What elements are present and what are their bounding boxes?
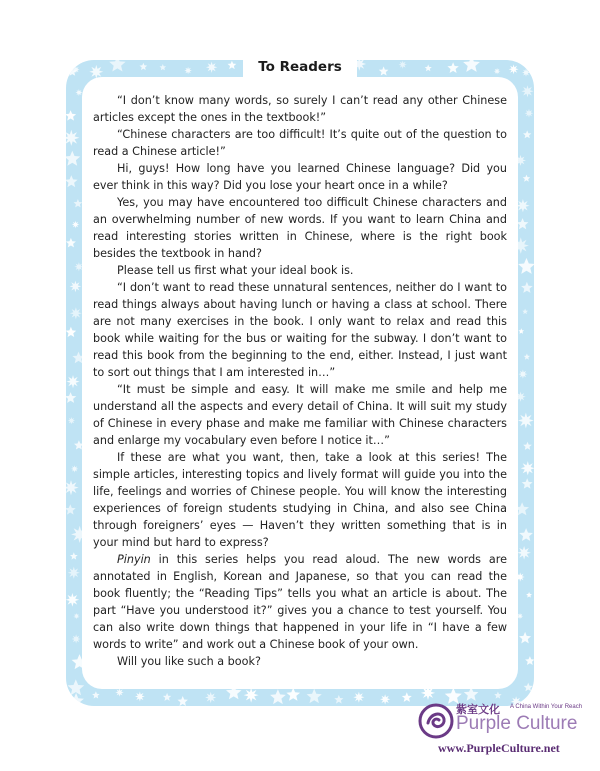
- decorative-star-icon: [517, 218, 529, 229]
- decorative-star-icon: [425, 65, 432, 72]
- decorative-star-icon: [109, 60, 125, 72]
- decorative-star-icon: [353, 692, 364, 703]
- watermark-chinese: 紫室文化: [456, 703, 500, 716]
- decorative-star-icon: [380, 694, 390, 704]
- decorative-star-icon: [72, 221, 80, 229]
- decorative-star-icon: [307, 689, 322, 704]
- decorative-star-icon: [66, 593, 79, 607]
- decorative-star-icon: [402, 692, 412, 702]
- decorative-star-icon: [178, 696, 188, 706]
- decorative-star-icon: [66, 110, 76, 120]
- decorative-star-icon: [523, 442, 532, 450]
- pinyin-term: Pinyin: [117, 553, 151, 566]
- decorative-star-icon: [244, 688, 259, 703]
- decorative-star-icon: [74, 199, 83, 207]
- decorative-star-icon: [160, 64, 167, 70]
- decorative-star-icon: [522, 309, 528, 315]
- decorative-star-icon: [516, 199, 529, 212]
- decorative-star-icon: [522, 69, 530, 77]
- decorative-star-icon: [286, 688, 300, 701]
- decorative-star-icon: [519, 632, 531, 644]
- decorative-star-icon: [494, 692, 502, 699]
- watermark-brand: Purple Culture: [456, 713, 578, 734]
- decorative-star-icon: [523, 130, 531, 138]
- decorative-star-icon: [521, 85, 533, 97]
- decorative-star-icon: [519, 370, 528, 379]
- decorative-star-icon: [140, 63, 148, 70]
- decorative-star-icon: [494, 68, 501, 75]
- decorative-star-icon: [526, 592, 532, 598]
- decorative-star-icon: [66, 327, 76, 337]
- decorative-star-icon: [524, 354, 530, 360]
- decorative-star-icon: [66, 480, 79, 495]
- decorative-star-icon: [518, 258, 534, 274]
- decorative-star-icon: [163, 693, 171, 701]
- article-body: [93, 92, 507, 670]
- decorative-star-icon: [135, 692, 145, 702]
- decorative-star-icon: [525, 656, 534, 665]
- page-title: To Readers: [243, 53, 357, 81]
- watermark-tagline: A China Within Your Reach: [510, 704, 583, 710]
- decorative-star-icon: [70, 307, 82, 319]
- decorative-star-icon: [399, 61, 407, 69]
- decorative-star-icon: [519, 528, 533, 541]
- decorative-star-icon: [66, 151, 80, 166]
- paragraph: “I don’t know many words, so surely I can’t read any other Chinese articles except the ones in the textbook!”: [93, 94, 507, 124]
- decorative-star-icon: [525, 109, 534, 118]
- decorative-star-icon: [518, 413, 534, 429]
- decorative-star-icon: [66, 504, 76, 514]
- decorative-star-icon: [71, 465, 78, 472]
- decorative-star-icon: [66, 392, 76, 403]
- decorative-star-icon: [66, 175, 78, 187]
- decorative-star-icon: [509, 64, 519, 74]
- decorative-star-icon: [68, 679, 85, 695]
- decorative-star-icon: [66, 375, 79, 388]
- purple-culture-logo-icon: [418, 703, 454, 739]
- decorative-star-icon: [334, 695, 343, 704]
- decorative-star-icon: [70, 281, 82, 293]
- watermark: [418, 699, 588, 761]
- decorative-star-icon: [66, 130, 79, 146]
- closing-question: Will you like such a book?: [117, 655, 261, 668]
- pinyin-text: in this series helps you read aloud. The new words are annotated in English, Korean and Japanese, so that you can read the book fluently; the “Reading Tips” tells you what an article is about. The part “Have you understood it?” gives you a chance to test yourself. You can also write down things that happened in your life in “I have a few words to write” and work out a Chinese book of your own.: [93, 553, 507, 651]
- decorative-star-icon: [184, 67, 192, 75]
- decorative-star-icon: [270, 689, 286, 704]
- decorative-star-icon: [72, 634, 81, 643]
- decorative-star-icon: [92, 691, 100, 698]
- paragraph: Hi, guys! How long have you learned Chinese language? Did you ever think in this way? Did you lose your heart once in a while?: [93, 162, 507, 192]
- decorative-star-icon: [228, 61, 237, 69]
- paragraph: If these are what you want, then, take a look at this series! The simple articles, interesting topics and lively format will guide you into the life, feelings and worries of Chinese people. You will know the interesting experiences of foreign students studying in China, and also see China through foreigners’ eyes — Haven’t they written something that is in your mind but hard to express?: [93, 451, 507, 549]
- decorative-star-icon: [68, 417, 75, 424]
- decorative-star-icon: [518, 328, 524, 334]
- decorative-star-icon: [523, 175, 531, 182]
- decorative-star-icon: [379, 66, 389, 75]
- decorative-star-icon: [517, 546, 531, 560]
- paragraph: Please tell us first what your ideal book is.: [117, 264, 354, 277]
- decorative-star-icon: [115, 688, 123, 696]
- decorative-star-icon: [70, 552, 78, 559]
- decorative-star-icon: [206, 62, 217, 73]
- decorative-star-icon: [68, 567, 80, 579]
- decorative-star-icon: [447, 62, 458, 73]
- decorative-star-icon: [521, 461, 534, 475]
- decorative-star-icon: [73, 613, 79, 619]
- decorative-star-icon: [66, 238, 76, 248]
- decorative-star-icon: [522, 478, 533, 488]
- paragraph: Yes, you may have encountered too difficult Chinese characters and an overwhelming number of new words. If you want to learn China and read interesting stories written in Chinese, where is the right book besides the textbook in hand?: [93, 196, 507, 260]
- decorative-star-icon: [205, 692, 216, 703]
- paragraph-pinyin: [93, 551, 507, 653]
- paragraph: “I don’t want to read these unnatural sentences, neither do I want to read things always about having lunch or having a class at school. There are not many exercises in the book. I only want to relax and read this book while waiting for the bus or waiting for the subway. I don’t want to read this book from the beginning to the end, either. Instead, I just want to sort out things that I am interested in…”: [93, 281, 507, 379]
- paragraph: “It must be simple and easy. It will make me smile and help me understand all the aspects and every detail of China. It will suit my study of Chinese in every phase and make me familiar with Chinese characters and enlarge my vocabulary even before I notice it…”: [93, 383, 507, 447]
- decorative-star-icon: [463, 60, 480, 72]
- decorative-star-icon: [524, 683, 533, 692]
- paragraph: “Chinese characters are too difficult! It’s quite out of the question to read a Chinese article!”: [93, 128, 507, 158]
- decorative-star-icon: [521, 282, 533, 293]
- watermark-url: www.PurpleCulture.net: [438, 741, 560, 755]
- decorative-star-icon: [68, 693, 84, 706]
